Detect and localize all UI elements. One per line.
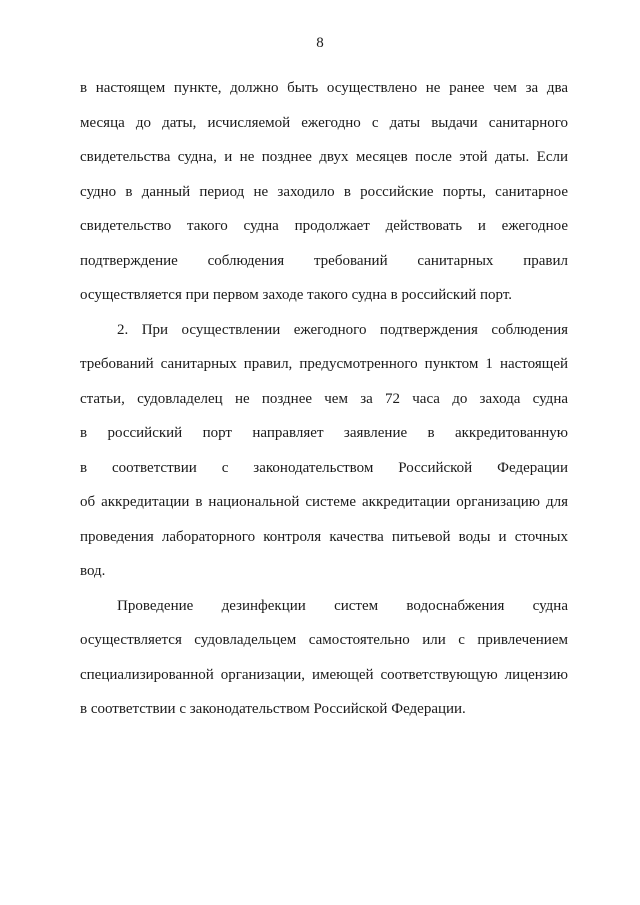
text-line: требований санитарных правил, предусмотренного пунктом 1 настоящей	[80, 356, 568, 372]
text-line: вод.	[80, 563, 106, 579]
text-line: осуществляется судовладельцем самостоятельно или с привлечением	[80, 632, 568, 648]
text-line: осуществляется при первом заходе такого судна в российский порт.	[80, 287, 513, 303]
text-line: специализированной организации, имеющей соответствующую лицензию	[80, 666, 568, 683]
text-line: в соответствии с законодательством Российской Федерации	[80, 459, 568, 476]
page-number: 8	[316, 35, 324, 51]
text-line: свидетельства судна, и не позднее двух месяцев после этой даты. Если	[80, 149, 568, 165]
paragraph-1	[80, 71, 568, 313]
text-line: судно в данный период не заходило в российские порты, санитарное	[80, 183, 568, 200]
text-line: подтверждение соблюдения требований санитарных правил	[80, 252, 568, 269]
text-line: в соответствии с законодательством Российской Федерации.	[80, 701, 466, 717]
text-line: в российский порт направляет заявление в аккредитованную	[80, 425, 568, 441]
text-line: месяца до даты, исчисляемой ежегодно с даты выдачи санитарного	[80, 114, 568, 131]
text-line: статьи, судовладелец не позднее чем за 72 часа до захода судна	[80, 390, 568, 407]
text-line: об аккредитации в национальной системе аккредитации организацию для	[80, 494, 568, 510]
document-body	[80, 71, 568, 727]
paragraph-2	[80, 313, 568, 589]
text-line: в настоящем пункте, должно быть осуществлено не ранее чем за два	[80, 80, 568, 96]
text-line: свидетельство такого судна продолжает действовать и ежегодное	[80, 218, 568, 234]
text-line: проведения лабораторного контроля качества питьевой воды и сточных	[80, 528, 568, 545]
text-line: 2. При осуществлении ежегодного подтверждения соблюдения	[117, 321, 568, 338]
paragraph-3	[80, 589, 568, 727]
text-line: Проведение дезинфекции систем водоснабжения судна	[117, 597, 568, 614]
